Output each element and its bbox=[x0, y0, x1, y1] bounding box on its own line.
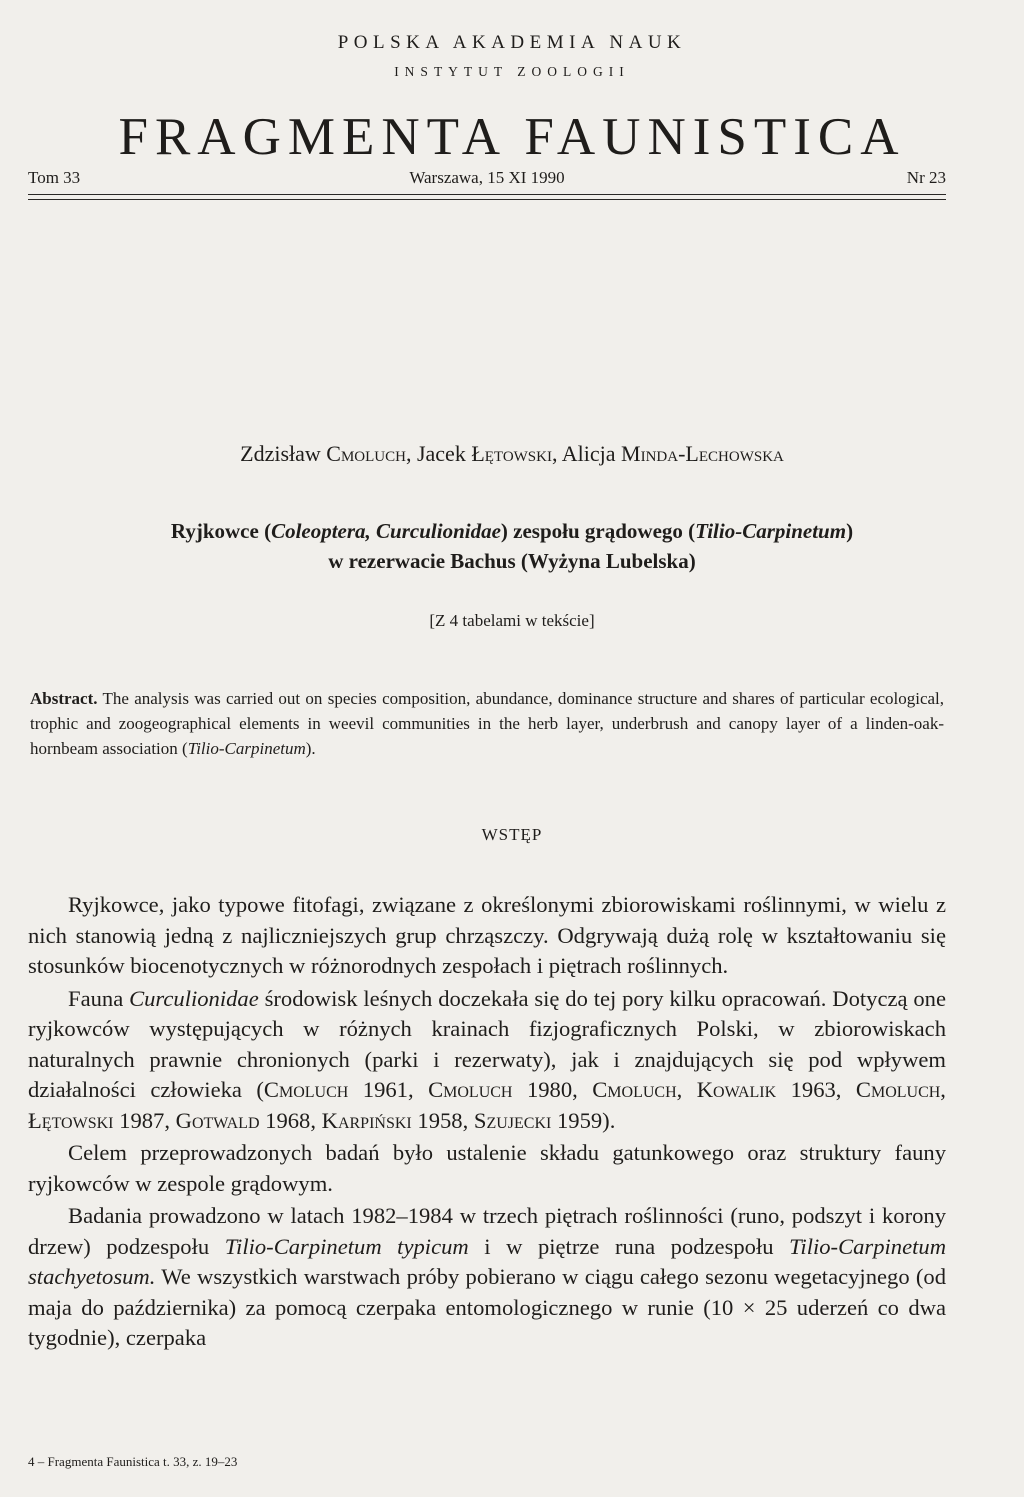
title-taxon: Coleoptera, Curculionidae bbox=[271, 519, 501, 543]
abstract-label: Abstract. bbox=[30, 689, 98, 708]
tables-note: [Z 4 tabelami w tekście] bbox=[429, 611, 595, 630]
page-footer: 4 – Fragmenta Faunistica t. 33, z. 19–23 bbox=[28, 1454, 238, 1469]
author-list: Zdzisław Cmoluch, Jacek Łętowski, Alicja Minda-Lechowska bbox=[240, 441, 784, 466]
issue-info-row bbox=[28, 167, 946, 189]
paragraph: Fauna Curculionidae środowisk leśnych doczekała się do tej pory kilku opracowań. Dotyczą one ryjkowców występujących w różnych krainach fizjograficznych Polski, w zbiorowiskach naturalnych prawnie chronionych (parki i rezerwaty), jak i znajdujących się pod wpływem działalności człowieka (Cmoluch 1961, Cmoluch 1980, Cmoluch, Kowalik 1963, Cmoluch, Łętowski 1987, Gotwald 1968, Karpiński 1958, Szujecki 1959). bbox=[28, 985, 946, 1133]
paragraph: Badania prowadzono w latach 1982–1984 w trzech piętrach roślinności (runo, podszyt i korony drzew) podzespołu Tilio-Carpinetum typicum i w piętrze runa podzespołu Tilio-Carpinetum stachyetosum. We wszystkich warstwach próby pobierano w ciągu całego sezonu wegetacyjnego (od maja do października) za pomocą czerpaka entomologicznego w runie (10 × 25 uderzeń co dwa tygodnie), czerpaka bbox=[28, 1203, 947, 1350]
place-date: Warszawa, 15 XI 1990 bbox=[409, 168, 565, 187]
author-2-surname: Łętowski bbox=[471, 441, 552, 466]
author-3-surname: Minda-Lechowska bbox=[621, 441, 784, 466]
abstract-text: The analysis was carried out on species composition, abundance, dominance structure and shares of particular ecological, trophic and zoogeographical elements in weevil communities in the herb layer, underbrush and canopy layer of a linden-oak-hornbeam association ( bbox=[30, 689, 945, 758]
journal-title: FRAGMENTA FAUNISTICA bbox=[118, 108, 906, 166]
paragraph: Ryjkowce, jako typowe fitofagi, związane z określonymi zbiorowiskami roślinnymi, w wielu z nich stanowią jedną z najliczniejszych grup chrząszczy. Odgrywają dużą rolę w kształtowaniu się stosunków biocenotycznych w różnorodnych zespołach i piętrach roślinnych. bbox=[28, 892, 946, 978]
title-line-2: w rezerwacie Bachus (Wyżyna Lubelska) bbox=[328, 549, 696, 573]
abstract-italic: Tilio-Carpinetum bbox=[187, 739, 306, 758]
title-association: Tilio-Carpinetum bbox=[695, 519, 847, 543]
volume-label: Tom 33 bbox=[28, 168, 81, 187]
title-part: Ryjkowce ( bbox=[170, 519, 272, 543]
author-1-given: Zdzisław bbox=[240, 441, 321, 466]
issue-number: Nr 23 bbox=[906, 168, 946, 187]
header-rule-bottom bbox=[28, 199, 946, 200]
author-3-given: Alicja bbox=[561, 441, 616, 466]
section-heading: WSTĘP bbox=[481, 825, 543, 844]
academy-name: POLSKA AKADEMIA NAUK bbox=[337, 32, 687, 53]
header-rule-top bbox=[28, 194, 946, 195]
article-title bbox=[60, 516, 964, 576]
paragraph: Celem przeprowadzonych badań było ustalenie składu gatunkowego oraz struktury fauny ryjkowców w zespole grądowym. bbox=[28, 1140, 946, 1196]
title-part: ) bbox=[846, 519, 854, 543]
author-1-surname: Cmoluch bbox=[326, 441, 406, 466]
author-2-given: Jacek bbox=[416, 441, 466, 466]
abstract bbox=[30, 686, 944, 761]
abstract-end: ). bbox=[305, 739, 316, 758]
title-part: ) zespołu grądowego ( bbox=[500, 519, 696, 543]
body-text bbox=[28, 890, 946, 1356]
institute-name: INSTYTUT ZOOLOGII bbox=[394, 64, 630, 79]
